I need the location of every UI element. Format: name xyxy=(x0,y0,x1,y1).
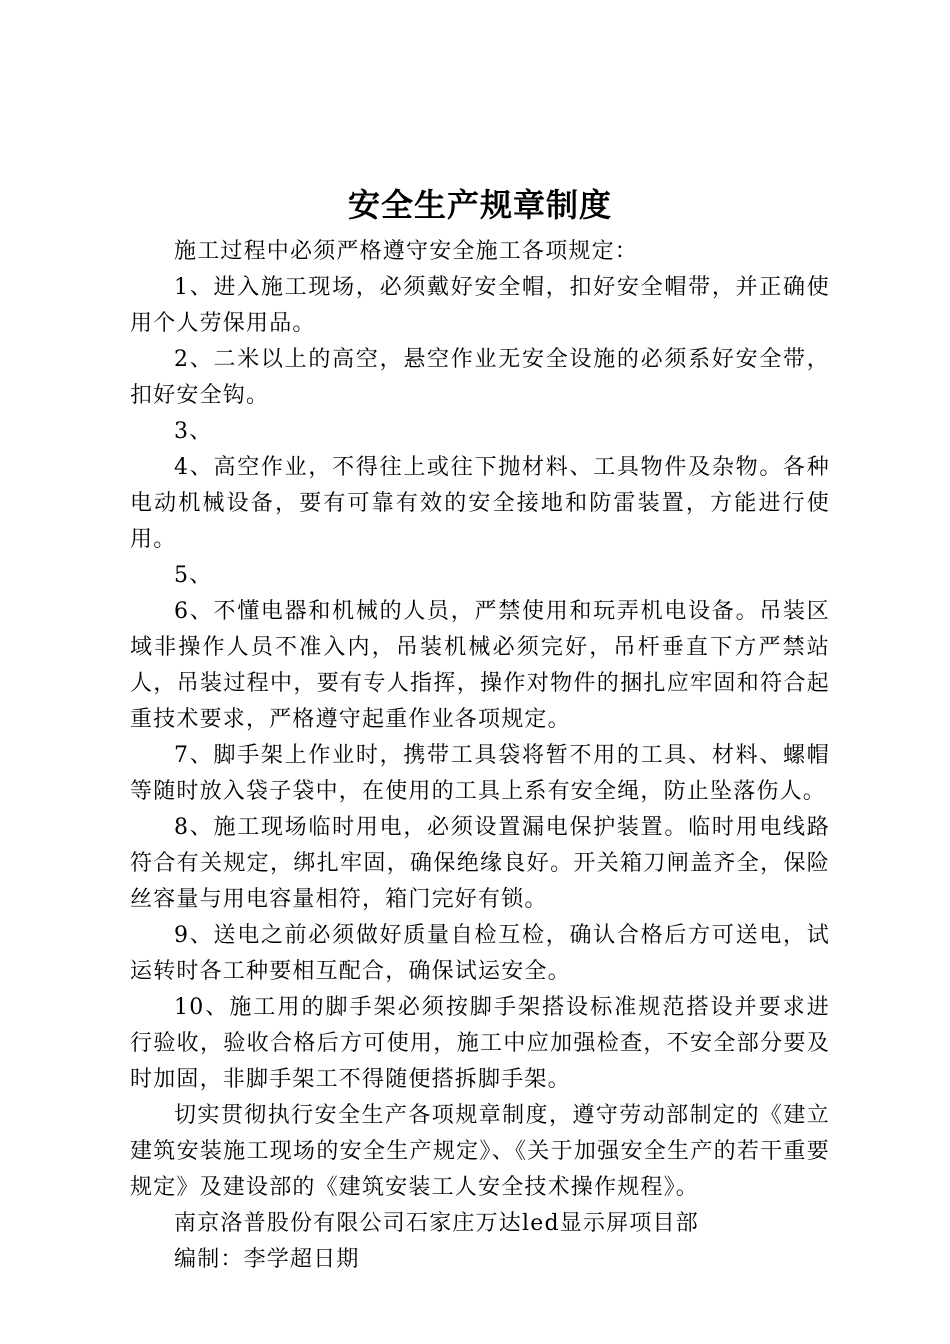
rule-3-paragraph: 3、 xyxy=(174,419,213,444)
closing-paragraph: 切实贯彻执行安全生产各项规章制度，遵守劳动部制定的《建立建筑安装施工现场的安全生产规定》、《关于加强安全生产的若干重要规定》及建设部的《建筑安装工人安全技术操作规程》。 xyxy=(130,1103,830,1200)
rule-8-paragraph: 8、施工现场临时用电，必须设置漏电保护装置。临时用电线路符合有关规定，绑扎牢固，确保绝缘良好。开关箱刀闸盖齐全，保险丝容量与用电容量相符，箱门完好有锁。 xyxy=(130,815,830,912)
rule-9-paragraph: 9、送电之前必须做好质量自检互检，确认合格后方可送电，试运转时各工种要相互配合，确保试运安全。 xyxy=(130,923,830,984)
rule-2-paragraph: 2、二米以上的高空，悬空作业无安全设施的必须系好安全带，扣好安全钩。 xyxy=(130,347,830,408)
intro-paragraph: 施工过程中必须严格遵守安全施工各项规定： xyxy=(174,239,639,264)
company-signature: 南京洛普股份有限公司石家庄万达led显示屏项目部 xyxy=(174,1211,699,1236)
rule-7-paragraph: 7、脚手架上作业时，携带工具袋将暂不用的工具、材料、螺帽等随时放入袋子袋中，在使用的工具上系有安全绳，防止坠落伤人。 xyxy=(130,743,830,804)
compiler-line: 编制：李学超日期 xyxy=(174,1247,360,1272)
rule-1-paragraph: 1、进入施工现场，必须戴好安全帽，扣好安全帽带，并正确使用个人劳保用品。 xyxy=(130,275,830,336)
document-title: 安全生产规章制度 xyxy=(347,186,612,224)
rule-5-paragraph: 5、 xyxy=(174,563,213,588)
document-page xyxy=(130,178,830,1278)
rule-6-paragraph: 6、不懂电器和机械的人员，严禁使用和玩弄机电设备。吊装区域非操作人员不准入内，吊装机械必须完好，吊杆垂直下方严禁站人，吊装过程中，要有专人指挥，操作对物件的捆扎应牢固和符合起重技术要求，严格遵守起重作业各项规定。 xyxy=(130,599,830,732)
rule-4-paragraph: 4、高空作业，不得往上或往下抛材料、工具物件及杂物。各种电动机械设备，要有可靠有效的安全接地和防雷装置，方能进行使用。 xyxy=(130,455,830,552)
rule-10-paragraph: 10、施工用的脚手架必须按脚手架搭设标准规范搭设并要求进行验收，验收合格后方可使用，施工中应加强检查，不安全部分要及时加固，非脚手架工不得随便搭拆脚手架。 xyxy=(130,995,830,1092)
